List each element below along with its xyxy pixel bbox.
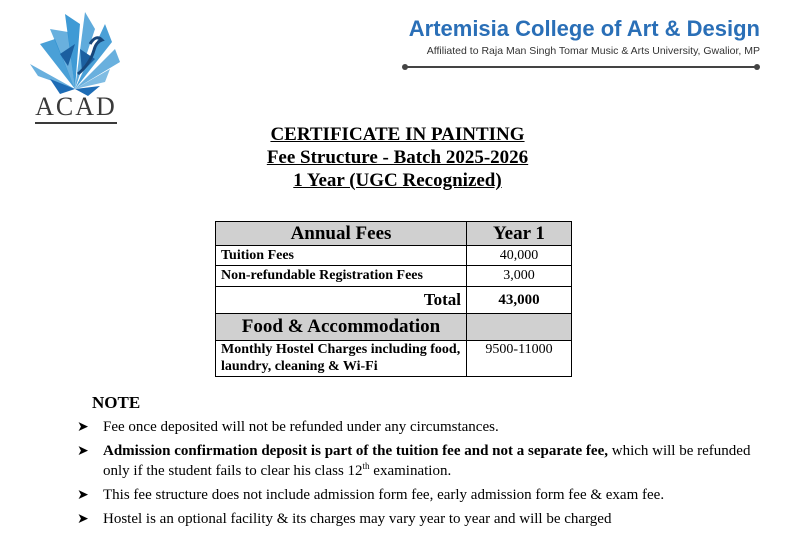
year-header: Year 1 [467,222,572,246]
registration-fees-value: 3,000 [467,266,572,287]
registration-fees-label: Non-refundable Registration Fees [216,266,467,287]
food-header-empty-cell [467,314,572,341]
list-item [75,509,755,529]
table-row [216,246,572,266]
note-text: which will be refunded only if the student fails to clear his class 12 [103,443,751,479]
note-text: Hostel is an optional facility & its charges may vary year to year and will be charged [103,511,612,527]
logo-text: ACAD [31,92,121,122]
list-item [75,417,755,437]
hostel-charges-value: 9500-11000 [467,341,572,377]
fee-structure-title: Fee Structure - Batch 2025-2026 [266,147,529,168]
note-heading: NOTE [92,393,141,412]
notes-list [75,417,755,533]
table-header-row [216,222,572,246]
tuition-fees-value: 40,000 [467,246,572,266]
arrow-bullet-icon: ➤ [77,487,89,503]
list-item [75,485,755,505]
duration-title: 1 Year (UGC Recognized) [293,170,502,191]
total-row [216,287,572,314]
food-accommodation-header: Food & Accommodation [216,314,467,341]
note-bold-text: Admission confirmation deposit is part of the tuition fee and not a separate fee, [103,443,608,459]
annual-fees-header: Annual Fees [216,222,467,246]
tuition-fees-label: Tuition Fees [216,246,467,266]
course-title: CERTIFICATE IN PAINTING [270,124,525,145]
hostel-row [216,341,572,377]
fee-table [215,221,572,377]
note-text: Fee once deposited will not be refunded under any circumstances. [103,419,499,435]
document-titles [0,123,790,192]
arrow-bullet-icon: ➤ [77,419,89,435]
arrow-bullet-icon: ➤ [77,511,89,527]
header-divider [405,66,757,68]
ordinal-suffix: th [362,461,370,471]
note-text-end: examination. [369,463,452,479]
hostel-charges-label: Monthly Hostel Charges including food, laundry, cleaning & Wi-Fi [216,341,467,377]
college-name: Artemisia College of Art & Design [408,16,760,41]
list-item [75,441,755,481]
arrow-bullet-icon: ➤ [77,443,89,459]
note-text: This fee structure does not include admission form fee, early admission form fee & exam fee. [103,487,665,503]
affiliation-text: Affiliated to Raja Man Singh Tomar Music & Arts University, Gwalior, MP [426,45,760,57]
table-row [216,266,572,287]
total-label: Total [216,287,467,314]
food-header-row [216,314,572,341]
total-value: 43,000 [467,287,572,314]
